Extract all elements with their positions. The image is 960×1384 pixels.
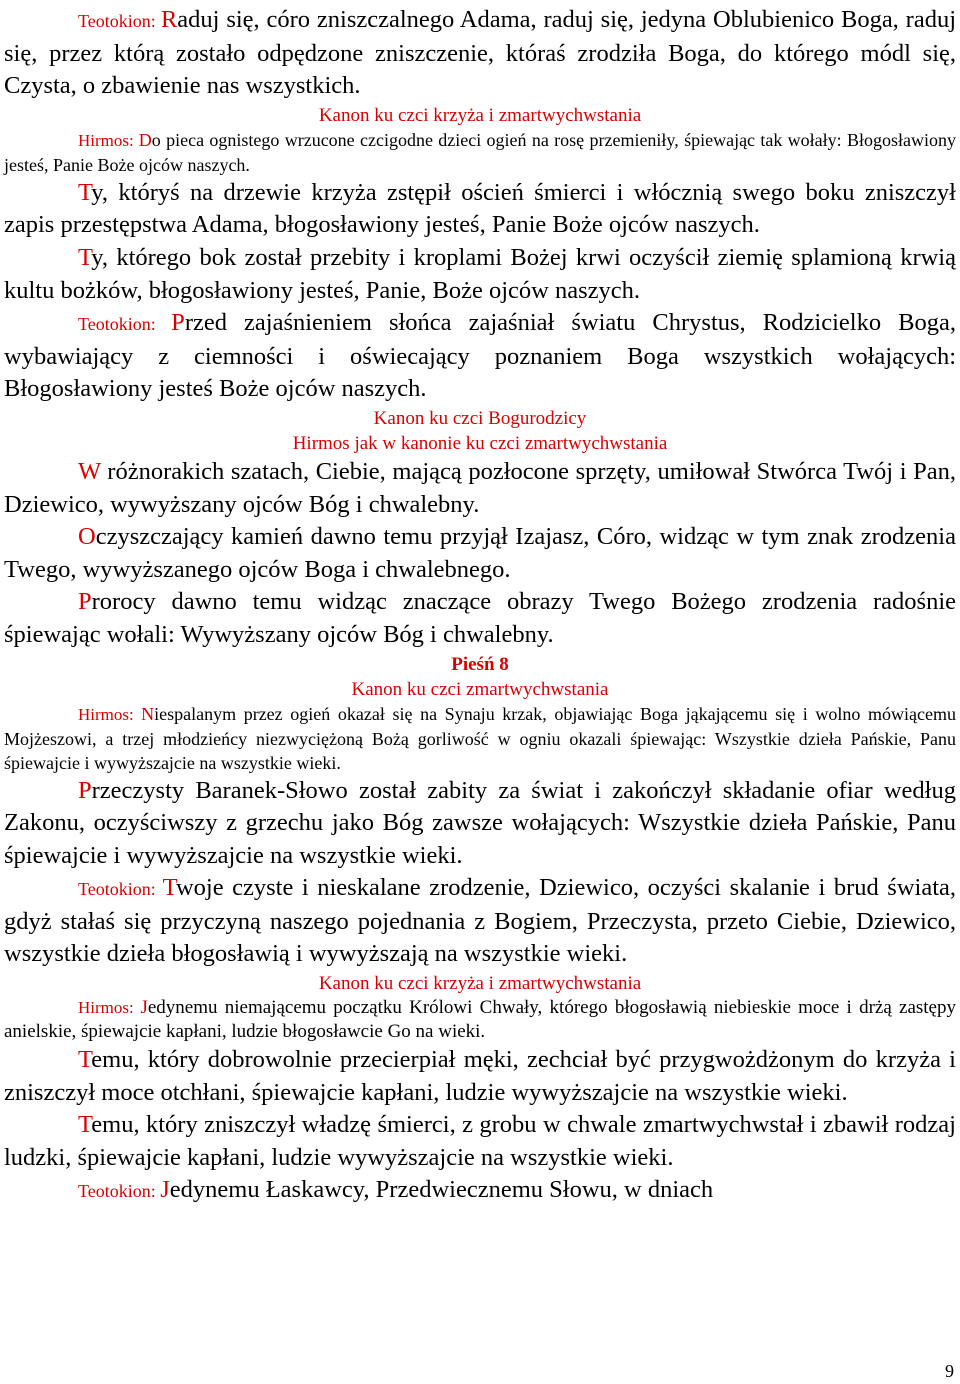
text-paragraph (4, 1109, 956, 1174)
paragraph-text: czyszczający kamień dawno temu przyjął Izajasz, Córo, widząc w tym znak zrodzenia Twego, wywyższanego ojców Boga i chwalebnego. (4, 523, 956, 583)
paragraph-text: różnorakich szatach, Ciebie, mającą pozłocone sprzęty, umiłował Stwórca Twój i Pan, Dziewico, wywyższany ojców Bóg i chwalebny. (4, 457, 956, 518)
text-paragraph (4, 996, 956, 1044)
section-heading (4, 406, 956, 431)
initial-letter: T (78, 243, 92, 271)
initial-letter: N (141, 703, 155, 724)
rubric-label: Teotokion: (78, 879, 163, 900)
text-paragraph (4, 128, 956, 177)
text-paragraph (4, 177, 956, 242)
section-heading (4, 677, 956, 702)
text-paragraph (4, 702, 956, 775)
rubric-label: Teotokion: (78, 314, 172, 335)
text-paragraph (4, 242, 956, 307)
text-paragraph (4, 1044, 956, 1109)
initial-letter: T (78, 1111, 92, 1139)
paragraph-text: emu, który zniszczył władzę śmierci, z grobu w chwale zmartwychwstał i zbawił rodzaj ludzki, śpiewajcie kapłani, ludzie wywyższajcie na wszystkie wieki. (4, 1111, 956, 1171)
text-paragraph (4, 775, 956, 873)
initial-letter: J (160, 1176, 170, 1204)
paragraph-text: woje czyste i nieskalane zrodzenie, Dziewico, oczyści skalanie i brud świata, gdyż stałaś się przyczyną naszego pojednania z Bogiem, Przeczysta, przeto Ciebie, Dziewico, wszystkie dzieła błogosławią i wywyższają na wszystkie wieki. (4, 874, 957, 968)
paragraph-text: y, którego bok został przebity i kroplami Bożej krwi oczyścił ziemię splamioną krwią kultu bożków, błogosławiony jesteś, Panie, Boże ojców naszych. (4, 243, 956, 304)
section-heading (4, 971, 956, 996)
heading-text: Pieśń 8 (451, 653, 509, 675)
initial-letter: P (78, 776, 92, 804)
text-paragraph (4, 307, 956, 406)
paragraph-text: edynemu niemającemu początku Królowi Chwały, którego błogosławią niebieskie moce i drżą zastępy anielskie, śpiewajcie kapłani, ludzie błogosławcie Go na wieki. (4, 997, 956, 1043)
section-heading (4, 103, 956, 128)
paragraph-text: rzeczysty Baranek-Słowo został zabity za świat i zakończył składanie ofiar według Zakonu, oczyściwszy z grzechu jako Bóg zawsze wołających: Wszystkie dzieła Pańskie, Panu śpiewajcie i wywyższajcie na wszystkie wieki. (4, 776, 956, 869)
rubric-label: Hirmos: (78, 704, 142, 724)
paragraph-text: y, któryś na drzewie krzyża zstępił oścień śmierci i włócznią swego boku zniszczył zapis przestępstwa Adama, błogosławiony jesteś, Panie Boże ojców naszych. (4, 178, 956, 239)
initial-letter: D (138, 129, 152, 150)
text-paragraph (4, 872, 956, 971)
paragraph-text: emu, który dobrowolnie przecierpiał męki, zechciał być przygwożdżonym do krzyża i zniszczył moce otchłani, śpiewajcie kapłani, ludzie wywyższajcie na wszystkie wieki. (4, 1046, 956, 1106)
paragraph-text: o pieca ognistego wrzucone czcigodne dzieci ogień na rosę przemieniły, śpiewając tak wołały: Błogosławiony jesteś, Panie Boże ojców naszych. (4, 129, 956, 175)
initial-letter: T (162, 874, 176, 902)
heading-text: Kanon ku czci zmartwychwstania (351, 678, 609, 700)
rubric-label: Hirmos: (78, 130, 139, 150)
paragraph-text: rzed zajaśnieniem słońca zajaśniał światu Chrystus, Rodzicielko Boga, wybawiający z ciemności i oświecający poznaniem Boga wszystkich wołających: Błogosławiony jesteś Boże ojców naszych. (4, 309, 956, 403)
paragraph-text: rorocy dawno temu widząc znaczące obrazy Twego Bożego zrodzenia radośnie śpiewając wołali: Wywyższany ojców Bóg i chwalebny. (4, 588, 956, 648)
paragraph-text: aduj się, córo zniszczalnego Adama, raduj się, jedyna Oblubienico Boga, raduj się, przez którą zostało odpędzone zniszczenie, któraś zrodziła Boga, do którego módl się, Czysta, o zbawienie nas wszystkich. (4, 6, 956, 100)
rubric-label: Teotokion: (78, 11, 161, 31)
section-heading (4, 652, 956, 677)
rubric-label: Teotokion: (78, 1181, 161, 1202)
text-paragraph (4, 586, 956, 651)
heading-text: Kanon ku czci Bogurodzicy (373, 407, 587, 429)
heading-text: Kanon ku czci krzyża i zmartwychwstania (318, 973, 642, 995)
initial-letter: R (160, 6, 178, 33)
initial-letter: O (78, 523, 96, 551)
initial-letter: P (171, 309, 185, 337)
text-paragraph (4, 456, 956, 521)
text-paragraph (4, 4, 956, 103)
paragraph-text: iespalanym przez ogień okazał się na Synaju krzak, objawiając Boga jąkającemu się i wolno mówiącemu Mojżeszowi, a trzej młodzieńcy niezwyciężoną Bożą gorliwość w ogniu okazali śpiewając: Wszystkie dzieła Pańskie, Panu śpiewajcie i wywyższajcie na wszystkie wieki. (4, 703, 956, 773)
text-paragraph (4, 521, 956, 586)
text-paragraph (4, 1174, 956, 1208)
heading-text: Hirmos jak w kanonie ku czci zmartwychwstania (292, 432, 668, 454)
document-page (4, 4, 956, 1208)
initial-letter: T (78, 178, 92, 206)
page-number: 9 (945, 1361, 954, 1381)
initial-letter: T (78, 1046, 92, 1074)
initial-letter: P (78, 588, 92, 616)
section-heading (4, 431, 956, 456)
heading-text: Kanon ku czci krzyża i zmartwychwstania (318, 104, 642, 126)
rubric-label: Hirmos: (78, 998, 141, 1018)
paragraph-text: edynemu Łaskawcy, Przedwiecznemu Słowu, w dniach (169, 1176, 714, 1204)
initial-letter: W (78, 457, 101, 485)
initial-letter: J (140, 997, 148, 1019)
